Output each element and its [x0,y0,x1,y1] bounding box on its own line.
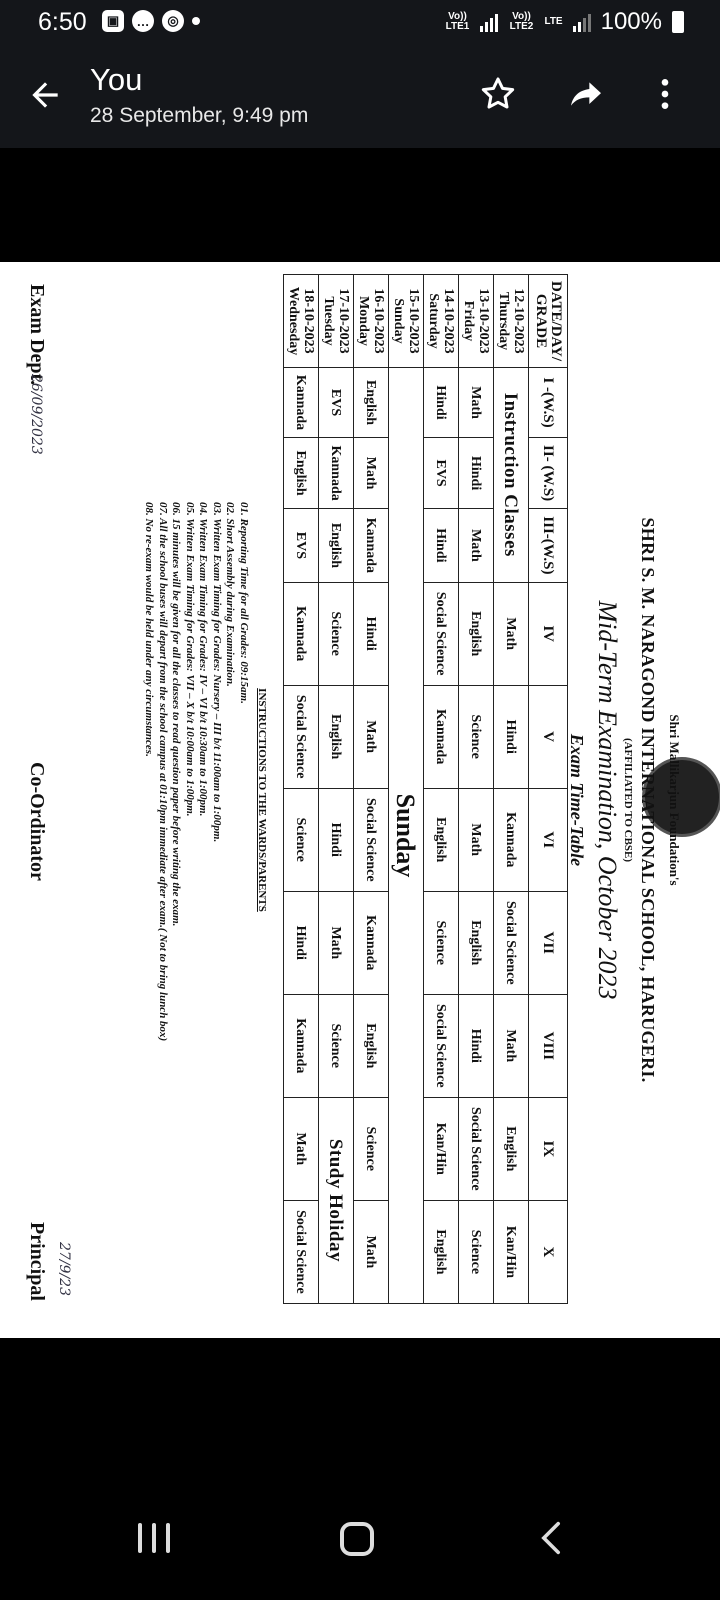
table-cell: English [319,509,354,583]
table-cell: Hindi [284,891,319,994]
battery-icon [672,11,684,33]
more-notifications-icon [192,17,200,25]
back-arrow-icon[interactable] [26,76,64,114]
table-cell: Science [284,788,319,891]
table-cell: Hindi [459,438,494,509]
table-cell: English [319,685,354,788]
table-cell: Math [494,994,529,1097]
battery-percent: 100% [600,8,662,35]
col-header: X [529,1200,568,1303]
table-cell: Hindi [424,368,459,438]
date-cell: 14-10-2023 Saturday [424,275,459,368]
table-row [319,275,354,1304]
message-icon: … [132,10,154,32]
sunday-cell: Sunday [389,368,424,1304]
table-cell: Kannada [494,788,529,891]
table-cell: English [459,582,494,685]
chrome-icon: ◎ [162,10,184,32]
table-cell: Kannada [284,994,319,1097]
status-bar [0,0,720,46]
sender-name: You [90,62,143,97]
table-row [424,275,459,1304]
table-cell: Science [424,891,459,994]
share-icon[interactable] [566,74,606,114]
col-header: VIII [529,994,568,1097]
table-cell: Math [354,438,389,509]
instructions-heading: INSTRUCTIONS TO THE WARDS/PARENTS [256,688,268,912]
gallery-icon: ▣ [102,10,124,32]
table-cell: Social Science [424,994,459,1097]
table-cell: Science [459,685,494,788]
school-name: SHRI S. M. NARAGOND INTERNATIONAL SCHOOL, HARUGERI. [638,517,658,1083]
table-cell: Math [459,509,494,583]
table-cell: Hindi [459,994,494,1097]
date-cell: 18-10-2023 Wednesday [284,275,319,368]
table-cell: Kannada [424,685,459,788]
table-cell: English [494,1097,529,1200]
table-cell: Social Science [354,788,389,891]
back-icon[interactable] [536,1520,566,1556]
table-cell: Kan/Hin [494,1200,529,1303]
table-row [494,275,529,1304]
table-cell: English [424,1200,459,1303]
signal-2-icon [573,12,591,32]
document-image[interactable] [0,262,720,1338]
instruction-item: 05. Written Exam Timing for Grades: VII – X b/t 10:00am to 1:00pm. [184,502,196,817]
more-vert-icon[interactable] [645,74,685,114]
instruction-item: 08. No re-exam would be held under any circumstances. [143,502,156,757]
table-cell: Kannada [284,582,319,685]
table-cell: Hindi [494,685,529,788]
home-icon[interactable] [340,1522,374,1556]
notification-icons [102,10,200,32]
table-cell: EVS [284,509,319,583]
study-holiday-cell: Study Holiday [319,1097,354,1303]
date-cell: 17-10-2023 Tuesday [319,275,354,368]
network-1: Vo)) LTE1 [445,11,470,32]
instruction-item: 07. All the school buses will depart from the school campus at 01:10pm immediate after exam.( Not to bring lunch box) [157,502,169,1042]
sent-date: 28 September, 9:49 pm [90,104,309,127]
header-row [529,275,568,1304]
principal-signature: Principal [26,1222,48,1301]
recent-apps-icon[interactable] [138,1523,170,1553]
handwritten-date: 27/9/23 [56,1242,72,1296]
network-2: Vo)) LTE2 [509,11,534,32]
col-header: V [529,685,568,788]
date-cell: 13-10-2023 Friday [459,275,494,368]
table-cell: Math [354,1200,389,1303]
col-header: DATE/DAY/ GRADE [529,275,568,368]
table-cell: Kan/Hin [424,1097,459,1200]
table-cell: Kannada [319,438,354,509]
table-cell: Kannada [284,368,319,438]
table-cell: Social Science [459,1097,494,1200]
exam-dept-signature: Exam Dept. [26,284,48,386]
table-cell: English [354,994,389,1097]
table-cell: Hindi [319,788,354,891]
exam-title: Mid-Term Examination, October 2023 [593,600,622,1000]
lte-label: LTE [544,16,563,27]
foundation-name: Shri Mallikarjun Foundation's [667,714,682,886]
instructions-list [142,502,250,1322]
table-cell: Science [319,994,354,1097]
table-row [284,275,319,1304]
table-cell: Math [459,368,494,438]
table-cell: English [459,891,494,994]
signal-1-icon [480,12,498,32]
table-cell: English [424,788,459,891]
timetable-title: Exam Time-Table [567,733,587,867]
coordinator-signature: Co-Ordinator [26,762,48,881]
table-cell: Kannada [354,891,389,994]
handwritten-date: 26/09/2023 [28,374,44,455]
date-cell: 15-10-2023 Sunday [389,275,424,368]
instruction-classes-cell: Instruction Classes [494,368,529,583]
table-cell: EVS [424,438,459,509]
table-cell: Science [319,582,354,685]
exam-timetable [283,274,568,1304]
table-cell: Math [494,582,529,685]
app-bar [0,46,720,148]
table-row [354,275,389,1304]
instruction-item: 01. Reporting Time for all Grades: 09:15am. [238,502,250,704]
status-time: 6:50 [38,8,87,36]
table-cell: Social Science [284,685,319,788]
table-row [459,275,494,1304]
table-cell: Social Science [284,1200,319,1303]
col-header: II- (W.S) [529,438,568,509]
col-header: VII [529,891,568,994]
col-header: IX [529,1097,568,1200]
table-cell: Science [459,1200,494,1303]
navigation-bar [0,1338,720,1600]
instruction-item: 02. Short Assembly during Examination. [224,502,237,687]
table-cell: English [284,438,319,509]
affiliation: (AFFILIATED TO CBSE) [622,737,634,863]
col-header: IV [529,582,568,685]
table-cell: Math [284,1097,319,1200]
col-header: I -(W.S) [529,368,568,438]
table-cell: Math [319,891,354,994]
table-cell: Social Science [424,582,459,685]
timetable-paper [0,262,720,1338]
table-cell: Math [354,685,389,788]
star-icon[interactable] [478,74,518,114]
table-row [389,275,424,1304]
table-cell: Kannada [354,509,389,583]
instruction-item: 06. 15 minutes will be given for all the classes to read question paper before writing the exam. [170,502,183,927]
instruction-item: 04. Written Exam Timing for Grades: IV – VI b/t 10:30am to 1:00pm. [197,502,210,817]
table-cell: English [354,368,389,438]
col-header: VI [529,788,568,891]
table-cell: Math [459,788,494,891]
table-cell: EVS [319,368,354,438]
instruction-item: 03. Written Exam Timing for Grades: Nursery – III b/t 11:00am to 1:00pm. [211,502,223,843]
col-header: III-(W.S) [529,509,568,583]
table-cell: Social Science [494,891,529,994]
date-cell: 12-10-2023 Thursday [494,275,529,368]
table-cell: Hindi [424,509,459,583]
date-cell: 16-10-2023 Monday [354,275,389,368]
table-cell: Hindi [354,582,389,685]
table-cell: Science [354,1097,389,1200]
